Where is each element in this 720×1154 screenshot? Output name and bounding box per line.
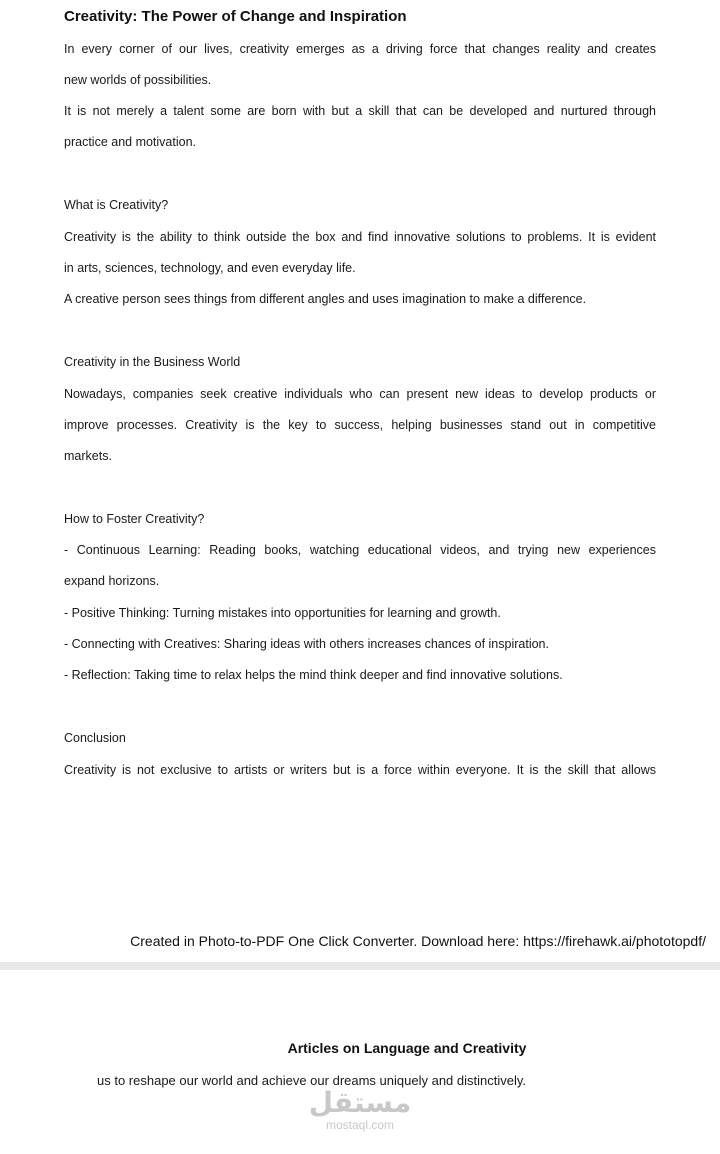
intro-line: practice and motivation. (64, 135, 197, 149)
list-item: - Connecting with Creatives: Sharing ideas with others increases chances of inspiration. (64, 637, 549, 651)
document-page-2 (0, 970, 720, 1154)
section-line: Nowadays, companies seek creative individuals who can present new ideas to develop products or (64, 387, 656, 401)
page-2-header-title: Articles on Language and Creativity (287, 1040, 527, 1056)
section-heading-what-is-creativity: What is Creativity? (64, 198, 169, 212)
section-line: Creativity is not exclusive to artists or writers but is a force within everyone. It is the skill that allows (64, 763, 656, 777)
document-title: Creativity: The Power of Change and Inspiration (64, 8, 407, 25)
section-line: markets. (64, 449, 112, 463)
section-line: Creativity is the ability to think outside the box and find innovative solutions to problems. It is evident (64, 230, 656, 244)
section-line: improve processes. Creativity is the key to success, helping businesses stand out in competitive (64, 418, 656, 432)
section-heading-business-world: Creativity in the Business World (64, 355, 241, 369)
list-item: - Reflection: Taking time to relax helps the mind think deeper and find innovative solutions. (64, 668, 563, 682)
watermark-site: mostaql.com (325, 1118, 395, 1132)
converter-footer-note: Created in Photo-to-PDF One Click Converter. Download here: https://firehawk.ai/phototopdf/ (130, 933, 706, 949)
section-heading-foster-creativity: How to Foster Creativity? (64, 512, 205, 526)
list-item: - Positive Thinking: Turning mistakes into opportunities for learning and growth. (64, 606, 501, 620)
intro-line: In every corner of our lives, creativity emerges as a driving force that changes reality and creates (64, 42, 656, 56)
section-line: A creative person sees things from different angles and uses imagination to make a difference. (64, 292, 587, 306)
intro-line: It is not merely a talent some are born with but a skill that can be developed and nurtured through (64, 104, 656, 118)
list-item-continuation: expand horizons. (64, 574, 160, 588)
page-2-continuation-line: us to reshape our world and achieve our dreams uniquely and distinctively. (97, 1073, 526, 1088)
section-heading-conclusion: Conclusion (64, 731, 126, 745)
watermark-logo: مستقل (308, 1086, 412, 1119)
list-item: - Continuous Learning: Reading books, watching educational videos, and trying new experiences (64, 543, 656, 557)
intro-line: new worlds of possibilities. (64, 73, 212, 87)
page-separator (0, 962, 720, 970)
mostaql-watermark (300, 1088, 420, 1132)
section-line: in arts, sciences, technology, and even everyday life. (64, 261, 356, 275)
